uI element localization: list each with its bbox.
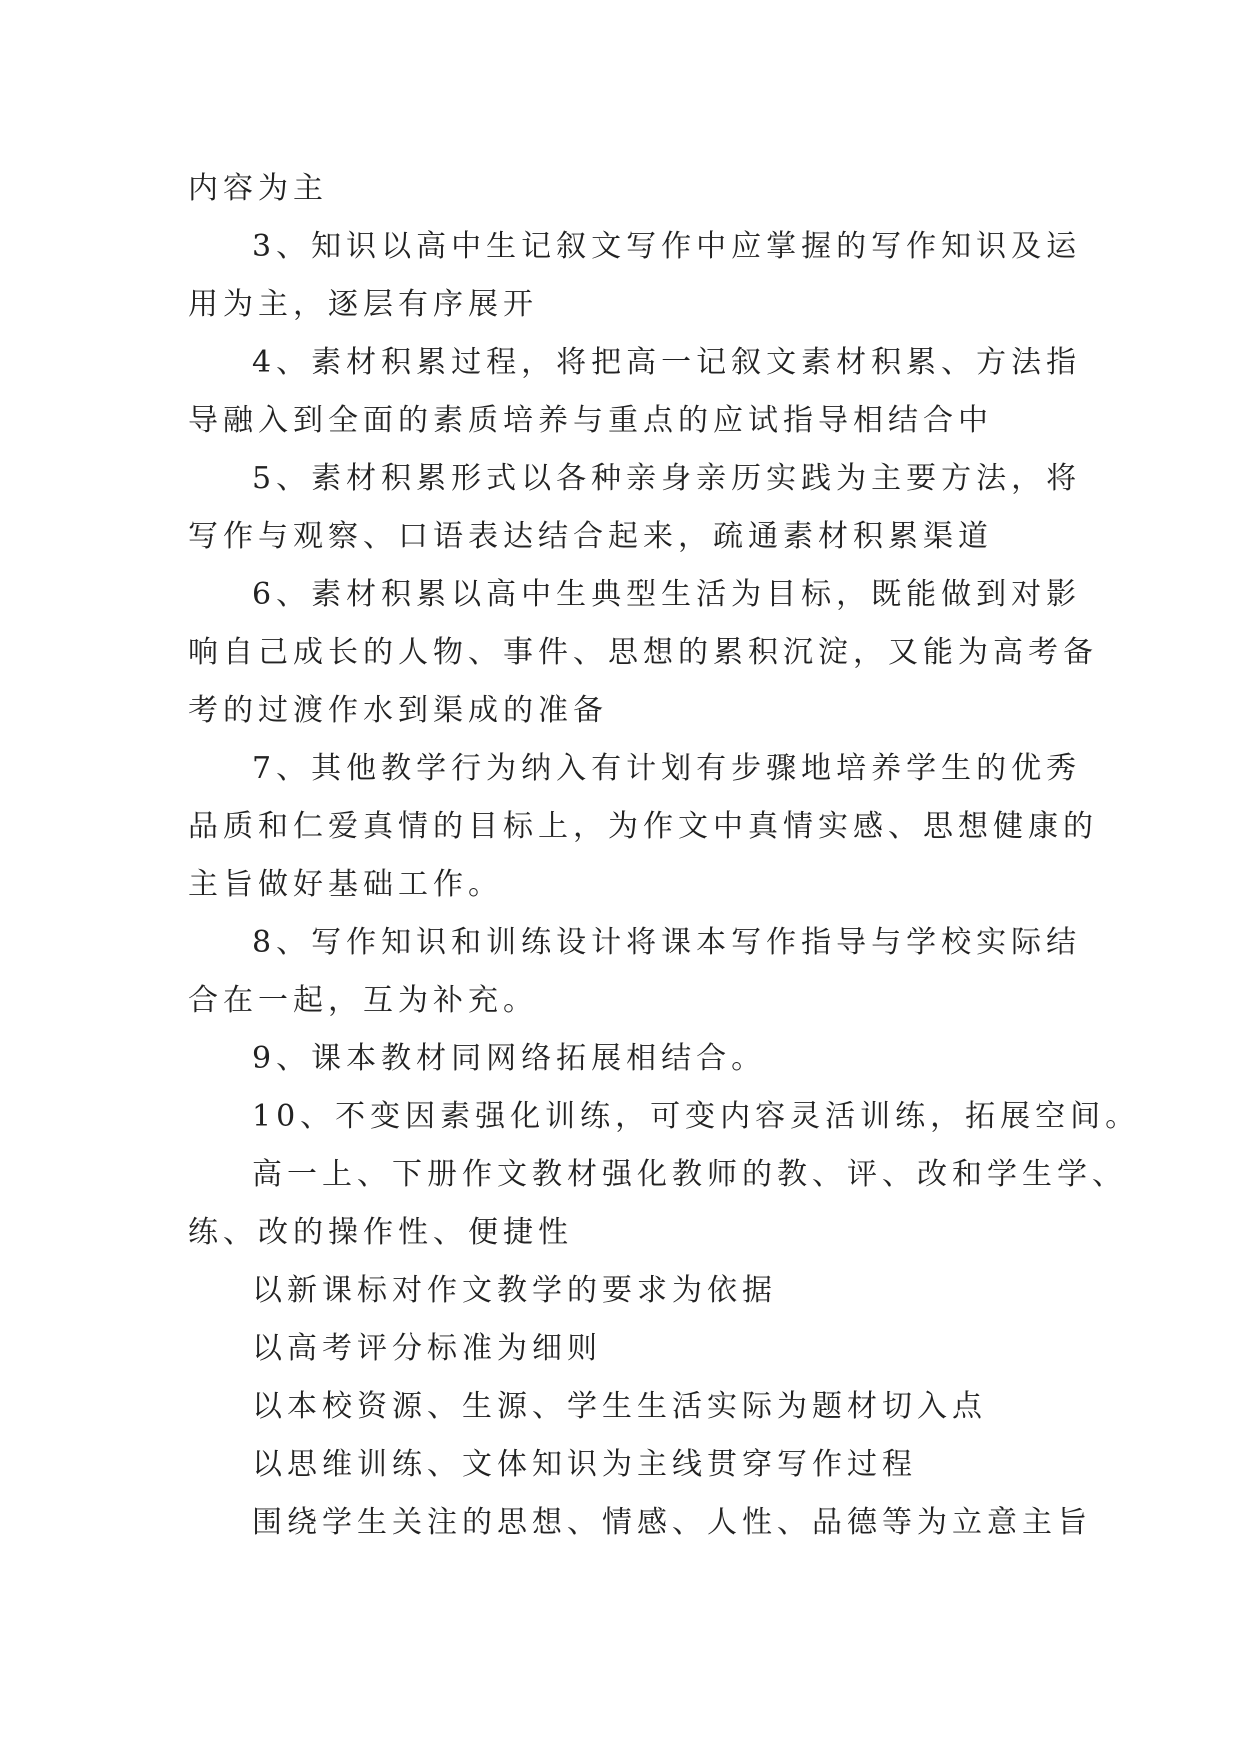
paragraph-start-line: 7、其他教学行为纳入有计划有步骤地培养学生的优秀 <box>252 751 1082 786</box>
text-line: 导融入到全面的素质培养与重点的应试指导相结合中 <box>188 403 993 438</box>
text-line: 内容为主 <box>188 171 328 206</box>
text-line: 练、改的操作性、便捷性 <box>188 1215 573 1250</box>
paragraph-start-line: 5、素材积累形式以各种亲身亲历实践为主要方法，将 <box>252 461 1082 496</box>
paragraph-start-line: 以高考评分标准为细则 <box>252 1331 602 1366</box>
paragraph-start-line: 以本校资源、生源、学生生活实际为题材切入点 <box>252 1389 987 1424</box>
text-line: 用为主，逐层有序展开 <box>188 287 538 322</box>
text-line: 考的过渡作水到渠成的准备 <box>188 693 608 728</box>
text-line: 主旨做好基础工作。 <box>188 867 503 902</box>
document-body <box>188 160 1141 1552</box>
paragraph-start-line: 6、素材积累以高中生典型生活为目标，既能做到对影 <box>252 577 1082 612</box>
text-line: 合在一起，互为补充。 <box>188 983 538 1018</box>
paragraph-start-line: 8、写作知识和训练设计将课本写作指导与学校实际结 <box>252 925 1082 960</box>
text-line: 响自己成长的人物、事件、思想的累积沉淀，又能为高考备 <box>188 635 1098 670</box>
paragraph-start-line: 以新课标对作文教学的要求为依据 <box>252 1273 777 1308</box>
paragraph-start-line: 以思维训练、文体知识为主线贯穿写作过程 <box>252 1447 917 1482</box>
paragraph-start-line: 10、不变因素强化训练，可变内容灵活训练，拓展空间。 <box>252 1099 1141 1134</box>
text-line: 写作与观察、口语表达结合起来，疏通素材积累渠道 <box>188 519 993 554</box>
paragraph-start-line: 3、知识以高中生记叙文写作中应掌握的写作知识及运 <box>252 229 1082 264</box>
paragraph-start-line: 高一上、下册作文教材强化教师的教、评、改和学生学、 <box>252 1157 1127 1192</box>
paragraph-start-line: 9、课本教材同网络拓展相结合。 <box>252 1041 767 1076</box>
paragraph-start-line: 围绕学生关注的思想、情感、人性、品德等为立意主旨 <box>252 1505 1092 1540</box>
text-line: 品质和仁爱真情的目标上，为作文中真情实感、思想健康的 <box>188 809 1098 844</box>
paragraph-start-line: 4、素材积累过程，将把高一记叙文素材积累、方法指 <box>252 345 1082 380</box>
